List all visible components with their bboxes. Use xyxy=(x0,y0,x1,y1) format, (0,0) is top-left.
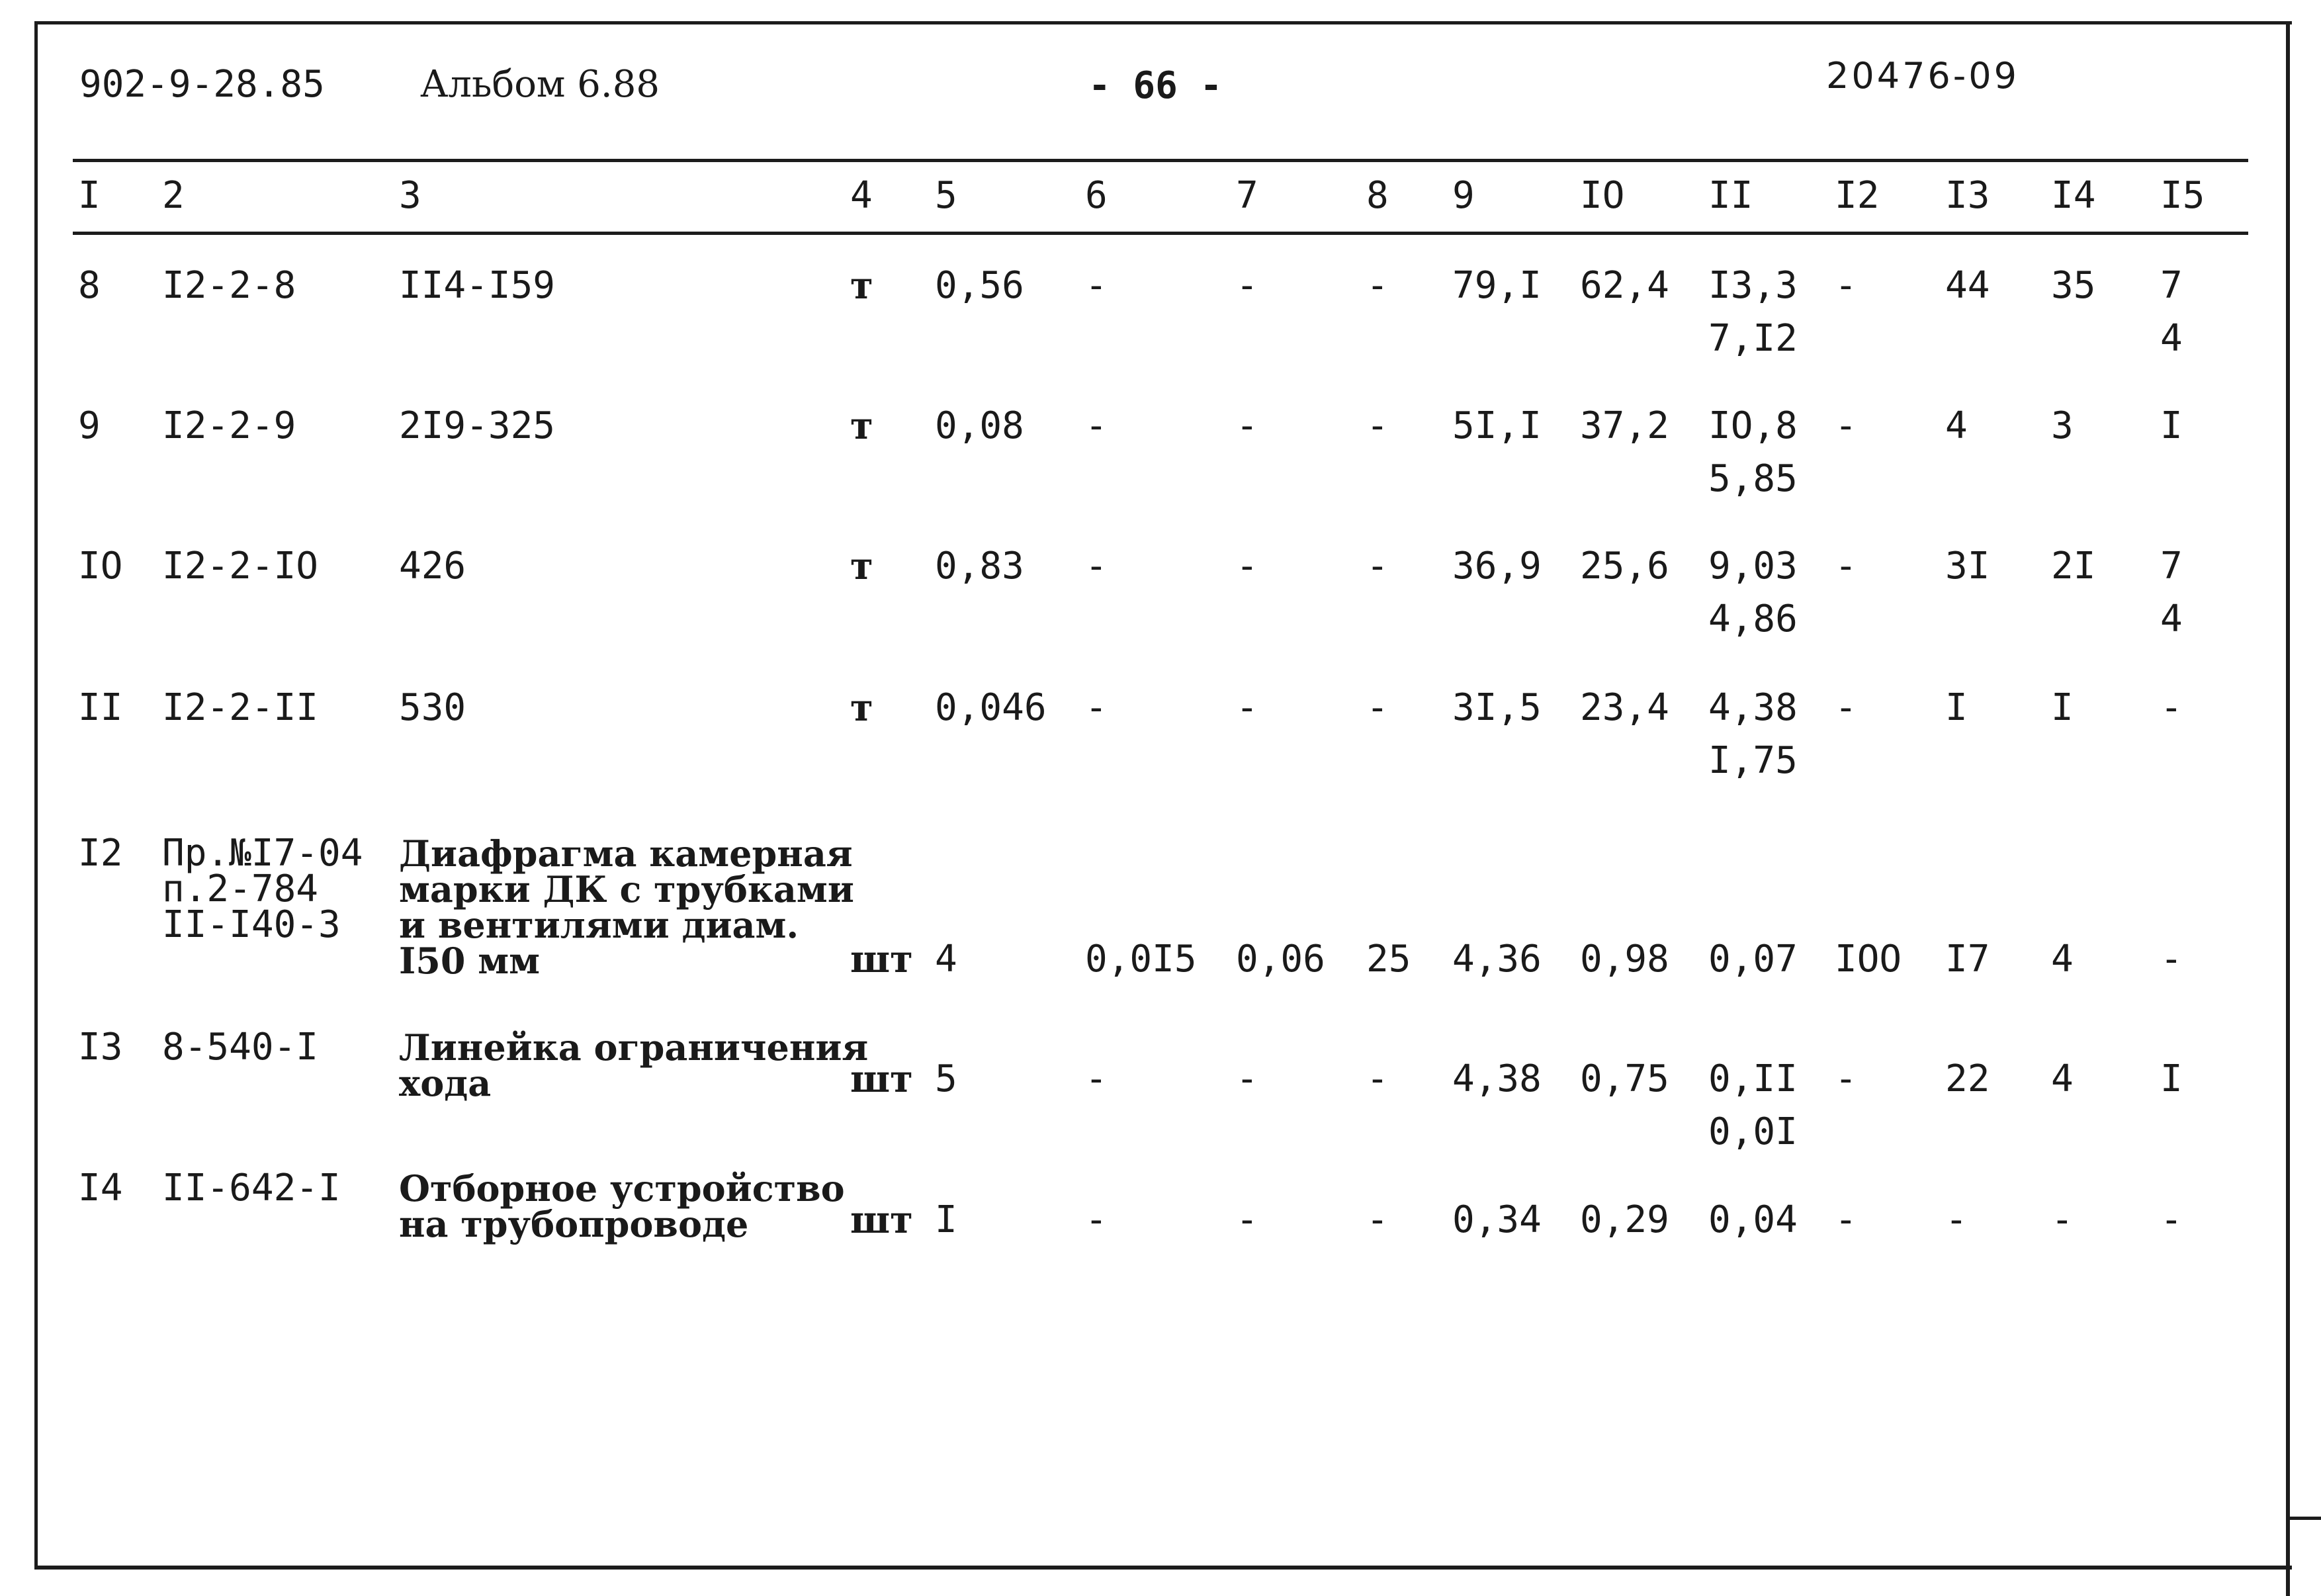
frame-bottom-border xyxy=(34,1566,2292,1570)
table-cell: - xyxy=(1835,545,1857,588)
table-cell: 7 xyxy=(2160,545,2183,588)
row-number: 8 xyxy=(78,264,101,307)
table-cell: - xyxy=(1945,1198,1968,1241)
table-cell: - xyxy=(1366,1198,1389,1241)
item-description-line: хода xyxy=(399,1062,492,1104)
row-number: I3 xyxy=(78,1026,123,1069)
table-cell: - xyxy=(1085,264,1108,307)
table-cell: 4 xyxy=(2160,317,2183,360)
row-number: I4 xyxy=(78,1167,123,1210)
unit: шт xyxy=(850,938,913,981)
item-description: 426 xyxy=(399,545,466,588)
table-cell: - xyxy=(1236,404,1258,447)
item-code: I2-2-9 xyxy=(162,404,296,447)
table-cell: - xyxy=(1366,264,1389,307)
table-cell: - xyxy=(1236,1057,1258,1100)
table-cell: 0,0I5 xyxy=(1085,938,1197,981)
table-cell: - xyxy=(1366,686,1389,729)
table-cell: - xyxy=(1085,686,1108,729)
document-code: 902-9-28.85 xyxy=(79,63,325,106)
table-cell: - xyxy=(1085,545,1108,588)
table-cell: 3 xyxy=(2051,404,2074,447)
table-cell: 4,38 xyxy=(1708,686,1798,729)
table-cell: 2I xyxy=(2051,545,2096,588)
table-cell: I xyxy=(2051,686,2074,729)
table-cell: 4,38 xyxy=(1452,1057,1542,1100)
item-description-line: и вентилями диам. xyxy=(399,904,799,946)
quantity: 4 xyxy=(935,938,957,981)
table-cell: 0,04 xyxy=(1708,1198,1798,1241)
table-cell: - xyxy=(1366,1057,1389,1100)
column-header-rule xyxy=(73,232,2248,235)
item-description: 530 xyxy=(399,686,466,729)
frame-right-tick xyxy=(2286,1517,2321,1520)
table-cell: 4 xyxy=(2051,1057,2074,1100)
table-cell: 5I,I xyxy=(1452,404,1542,447)
table-cell: 5,85 xyxy=(1708,457,1798,500)
table-cell: - xyxy=(1236,1198,1258,1241)
item-code: I2-2-8 xyxy=(162,264,296,307)
table-cell: 25,6 xyxy=(1580,545,1669,588)
table-cell: 4 xyxy=(2160,598,2183,641)
table-cell: 0,0I xyxy=(1708,1110,1798,1153)
table-cell: - xyxy=(1085,1198,1108,1241)
column-header: 8 xyxy=(1366,174,1389,217)
table-cell: 79,I xyxy=(1452,264,1542,307)
row-number: II xyxy=(78,686,123,729)
table-cell: - xyxy=(1085,1057,1108,1100)
table-cell: - xyxy=(1835,686,1857,729)
column-header: I2 xyxy=(1835,174,1880,217)
item-description: II4-I59 xyxy=(399,264,556,307)
table-cell: - xyxy=(2051,1198,2074,1241)
column-header: 5 xyxy=(935,174,957,217)
column-header: I4 xyxy=(2051,174,2096,217)
quantity: I xyxy=(935,1198,957,1241)
table-cell: - xyxy=(1236,686,1258,729)
table-cell: - xyxy=(2160,938,2183,981)
table-cell: 62,4 xyxy=(1580,264,1669,307)
table-cell: I xyxy=(2160,404,2183,447)
item-description-line: марки ДК с трубками xyxy=(399,868,854,910)
row-number: I2 xyxy=(78,832,123,875)
frame-top-border xyxy=(34,21,2292,24)
inventory-number: 20476-09 xyxy=(1826,55,2019,97)
table-cell: 4,86 xyxy=(1708,598,1798,641)
item-description-line: I50 мм xyxy=(399,940,541,982)
table-cell: - xyxy=(2160,1198,2183,1241)
unit: т xyxy=(850,545,873,588)
table-cell: 3I xyxy=(1945,545,1990,588)
table-cell: 37,2 xyxy=(1580,404,1669,447)
unit: шт xyxy=(850,1198,913,1242)
row-number: IO xyxy=(78,545,123,588)
column-header: 7 xyxy=(1236,174,1258,217)
column-header: 2 xyxy=(162,174,185,217)
table-cell: 0,34 xyxy=(1452,1198,1542,1241)
item-code: I2-2-IO xyxy=(162,545,319,588)
table-cell: 4 xyxy=(1945,404,1968,447)
table-cell: - xyxy=(1085,404,1108,447)
item-description-line: на трубопроводе xyxy=(399,1203,749,1245)
table-cell: - xyxy=(1236,545,1258,588)
table-cell: 0,II xyxy=(1708,1057,1798,1100)
frame-left-border xyxy=(34,21,38,1570)
table-cell: 4,36 xyxy=(1452,938,1542,981)
page-number: - 66 - xyxy=(1088,64,1223,107)
table-cell: 23,4 xyxy=(1580,686,1669,729)
table-cell: - xyxy=(1835,1057,1857,1100)
item-description-line: Диафрагма камерная xyxy=(399,832,853,875)
column-header: I5 xyxy=(2160,174,2205,217)
table-cell: 7,I2 xyxy=(1708,317,1798,360)
table-cell: I xyxy=(2160,1057,2183,1100)
column-header: IO xyxy=(1580,174,1625,217)
table-cell: 25 xyxy=(1366,938,1411,981)
row-number: 9 xyxy=(78,404,101,447)
table-cell: 22 xyxy=(1945,1057,1990,1100)
column-header: II xyxy=(1708,174,1753,217)
quantity: 0,08 xyxy=(935,404,1024,447)
table-cell: - xyxy=(1835,264,1857,307)
table-cell: I3,3 xyxy=(1708,264,1798,307)
table-cell: 7 xyxy=(2160,264,2183,307)
item-code-line: п.2-784 xyxy=(162,867,319,910)
table-cell: 9,03 xyxy=(1708,545,1798,588)
unit: т xyxy=(850,686,873,730)
item-description-line: Отборное устройство xyxy=(399,1167,845,1210)
item-code-line: Пр.№I7-04 xyxy=(162,832,363,875)
table-cell: 4 xyxy=(2051,938,2074,981)
unit: т xyxy=(850,404,873,448)
table-cell: 0,75 xyxy=(1580,1057,1669,1100)
item-code: II-642-I xyxy=(162,1167,341,1210)
item-code-line: II-I40-3 xyxy=(162,903,341,946)
table-cell: - xyxy=(1366,404,1389,447)
quantity: 0,83 xyxy=(935,545,1024,588)
quantity: 5 xyxy=(935,1057,957,1100)
item-description-line: Линейка ограничения xyxy=(399,1026,869,1069)
table-cell: 3I,5 xyxy=(1452,686,1542,729)
column-header: I3 xyxy=(1945,174,1990,217)
table-cell: I,75 xyxy=(1708,739,1798,782)
table-cell: 44 xyxy=(1945,264,1990,307)
table-cell: 0,98 xyxy=(1580,938,1669,981)
frame-right-border xyxy=(2286,21,2290,1596)
unit: т xyxy=(850,264,873,308)
table-cell: 0,06 xyxy=(1236,938,1325,981)
table-cell: 36,9 xyxy=(1452,545,1542,588)
table-cell: IOO xyxy=(1835,938,1902,981)
item-code: I2-2-II xyxy=(162,686,319,729)
column-header: 3 xyxy=(399,174,421,217)
table-cell: 35 xyxy=(2051,264,2096,307)
table-cell: 0,29 xyxy=(1580,1198,1669,1241)
table-cell: - xyxy=(1835,1198,1857,1241)
table-cell: 0,07 xyxy=(1708,938,1798,981)
table-cell: - xyxy=(1236,264,1258,307)
table-cell: I xyxy=(1945,686,1968,729)
unit: шт xyxy=(850,1057,913,1101)
table-cell: IO,8 xyxy=(1708,404,1798,447)
column-header: 9 xyxy=(1452,174,1475,217)
column-header: I xyxy=(78,174,101,217)
table-cell: I7 xyxy=(1945,938,1990,981)
item-description: 2I9-325 xyxy=(399,404,556,447)
header-rule xyxy=(73,159,2248,162)
table-cell: - xyxy=(1366,545,1389,588)
table-cell: - xyxy=(1835,404,1857,447)
column-header: 6 xyxy=(1085,174,1108,217)
item-code: 8-540-I xyxy=(162,1026,319,1069)
quantity: 0,56 xyxy=(935,264,1024,307)
quantity: 0,046 xyxy=(935,686,1047,729)
table-cell: - xyxy=(2160,686,2183,729)
column-header: 4 xyxy=(850,174,873,217)
album-label: Альбом 6.88 xyxy=(420,63,660,106)
